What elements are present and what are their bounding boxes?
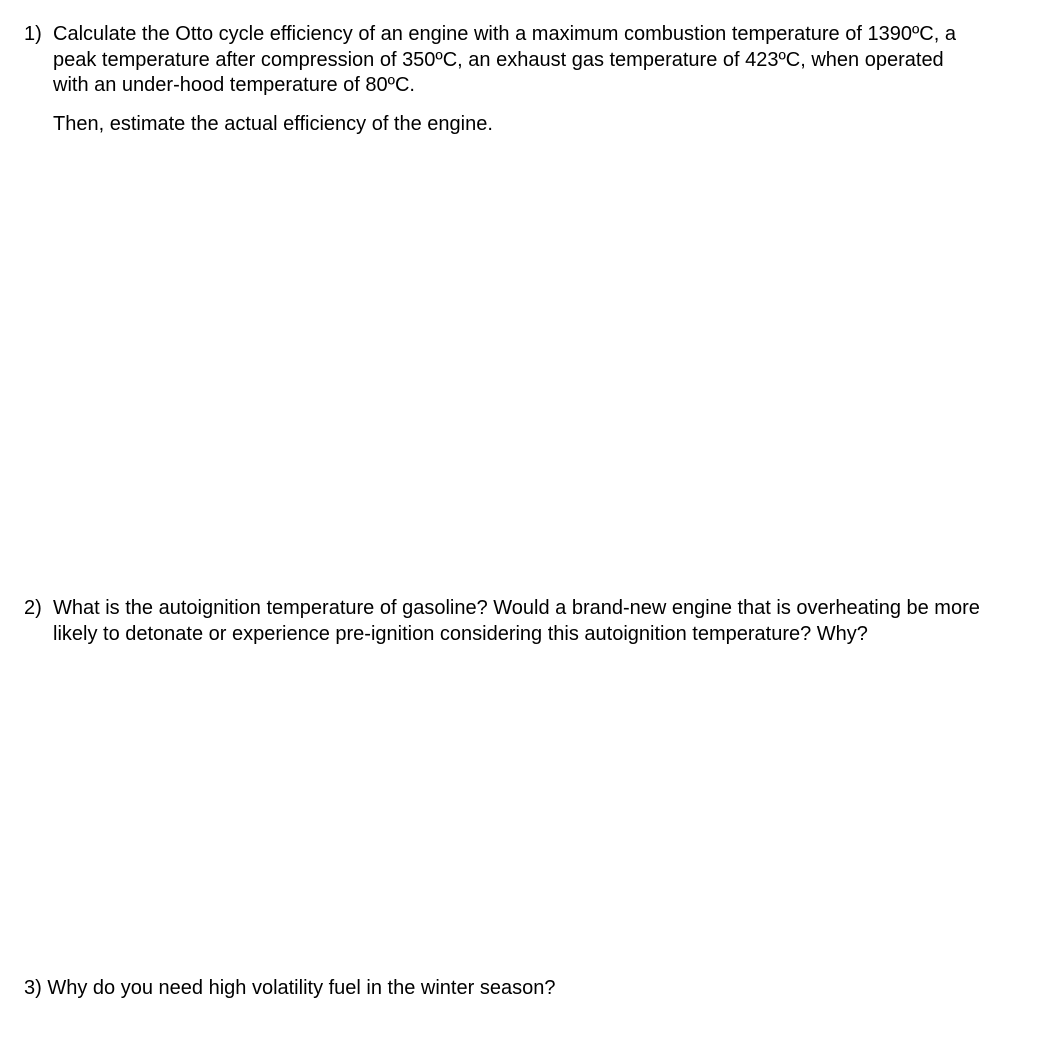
- question-text: Why do you need high volatility fuel in the winter season?: [47, 977, 556, 999]
- question-followup: Then, estimate the actual efficiency of the engine.: [53, 112, 493, 135]
- question-text: What is the autoignition temperature of gasoline? Would a brand-new engine that is overheating be more likely to detonate or experience pre-ignition considering this autoignition temperature? Why?: [53, 597, 980, 645]
- question-number: 2): [24, 597, 42, 619]
- question-2: [24, 596, 984, 647]
- question-number: 1): [24, 23, 42, 45]
- question-number: 3): [24, 977, 42, 999]
- question-text: Calculate the Otto cycle efficiency of an engine with a maximum combustion temperature of 1390ºC, a peak temperature after compression of 350ºC, an exhaust gas temperature of 423ºC, when operated with an under-hood temperature of 80ºC.: [53, 23, 956, 96]
- question-3: [24, 976, 984, 1002]
- question-1: [24, 22, 984, 137]
